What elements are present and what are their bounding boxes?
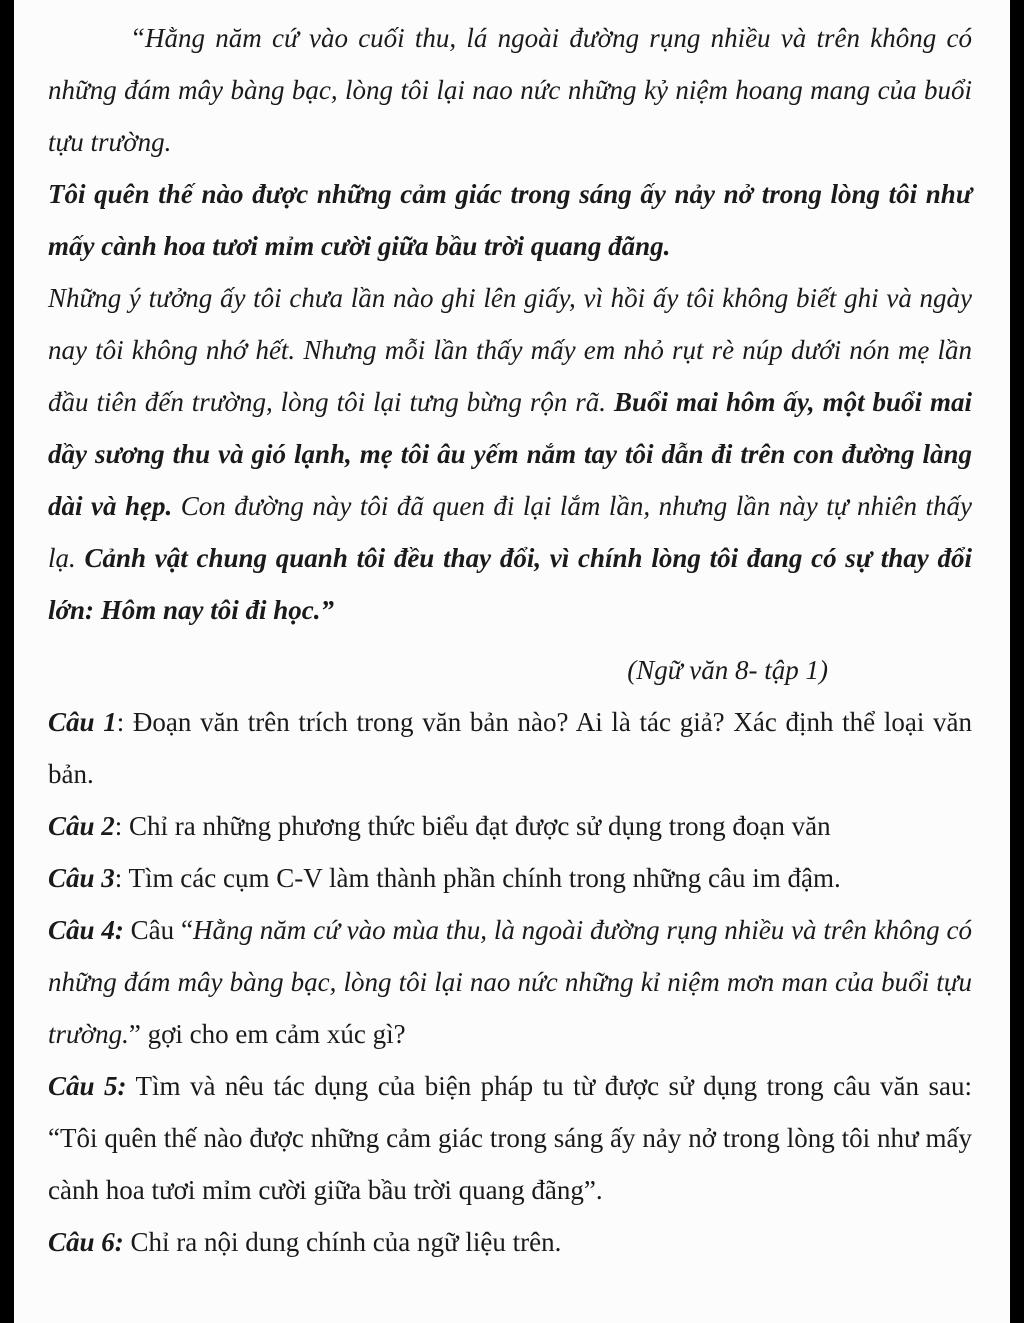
- question-2: [48, 800, 972, 852]
- question-5: [48, 1060, 972, 1216]
- question-label: Câu 6:: [48, 1227, 124, 1257]
- question-label: Câu 1: [48, 707, 117, 737]
- passage-text-normal: Con đường này tôi đã quen đi lại lắm lần, nhưng lần này tự nhiên thấy lạ.: [48, 491, 972, 573]
- question-3: [48, 852, 972, 904]
- source-citation: (Ngữ văn 8- tập 1): [627, 655, 828, 685]
- question-text: Tìm và nêu tác dụng của biện pháp tu từ được sử dụng trong câu văn sau: “Tôi quên thế nào được những cảm giác trong sáng ấy nảy nở trong lòng tôi như mấy cành hoa tươi mỉm cười giữa bầu trời quang đãng”.: [48, 1071, 972, 1205]
- question-label: Câu 2: [48, 811, 115, 841]
- passage-text-normal: Những ý tưởng ấy tôi chưa lần nào ghi lên giấy, vì hồi ấy tôi không biết ghi và ngày nay tôi không nhớ hết. Nhưng mỗi lần thấy mấy em nhỏ rụt rè núp dưới nón mẹ lần đầu tiên đến trường, lòng tôi lại tưng bừng rộn rã.: [48, 283, 972, 417]
- question-quote: Hằng năm cứ vào mùa thu, là ngoài đường rụng nhiều và trên không có những đám mây bàng bạc, lòng tôi lại nao nức những kỉ niệm mơn man của buổi tựu trường.: [48, 915, 972, 1049]
- passage-text-bold: Buổi mai hôm ấy, một buổi mai dầy sương thu và gió lạnh, mẹ tôi âu yếm nắm tay tôi dẫn đi trên con đường làng dài và hẹp.: [48, 387, 972, 521]
- question-text: ” gợi cho em cảm xúc gì?: [128, 1019, 406, 1049]
- passage-paragraph-3: [48, 272, 972, 636]
- question-label: Câu 5:: [48, 1071, 127, 1101]
- question-1: [48, 696, 972, 800]
- question-label: Câu 3: [48, 863, 115, 893]
- question-text: Câu “: [123, 915, 193, 945]
- question-text: : Tìm các cụm C-V làm thành phần chính trong những câu im đậm.: [114, 863, 841, 893]
- passage-text-bold: Cảnh vật chung quanh tôi đều thay đổi, vì chính lòng tôi đang có sự thay đổi lớn: Hôm nay tôi đi học.”: [48, 543, 972, 625]
- passage-paragraph-1: “Hằng năm cứ vào cuối thu, lá ngoài đường rụng nhiều và trên không có những đám mây bàng bạc, lòng tôi lại nao nức những kỷ niệm hoang mang của buổi tựu trường.: [48, 23, 972, 157]
- question-6: [48, 1216, 972, 1268]
- question-text: Chỉ ra nội dung chính của ngữ liệu trên.: [123, 1227, 562, 1257]
- document-page: [14, 0, 1010, 1323]
- question-label: Câu 4:: [48, 915, 124, 945]
- question-text: : Chỉ ra những phương thức biểu đạt được sử dụng trong đoạn văn: [114, 811, 831, 841]
- question-4: [48, 904, 972, 1060]
- passage-paragraph-2: Tôi quên thế nào được những cảm giác trong sáng ấy nảy nở trong lòng tôi như mấy cành hoa tươi mỉm cười giữa bầu trời quang đãng.: [48, 179, 972, 261]
- question-text: : Đoạn văn trên trích trong văn bản nào? Ai là tác giả? Xác định thể loại văn bản.: [48, 707, 972, 789]
- document-content: [48, 12, 972, 1268]
